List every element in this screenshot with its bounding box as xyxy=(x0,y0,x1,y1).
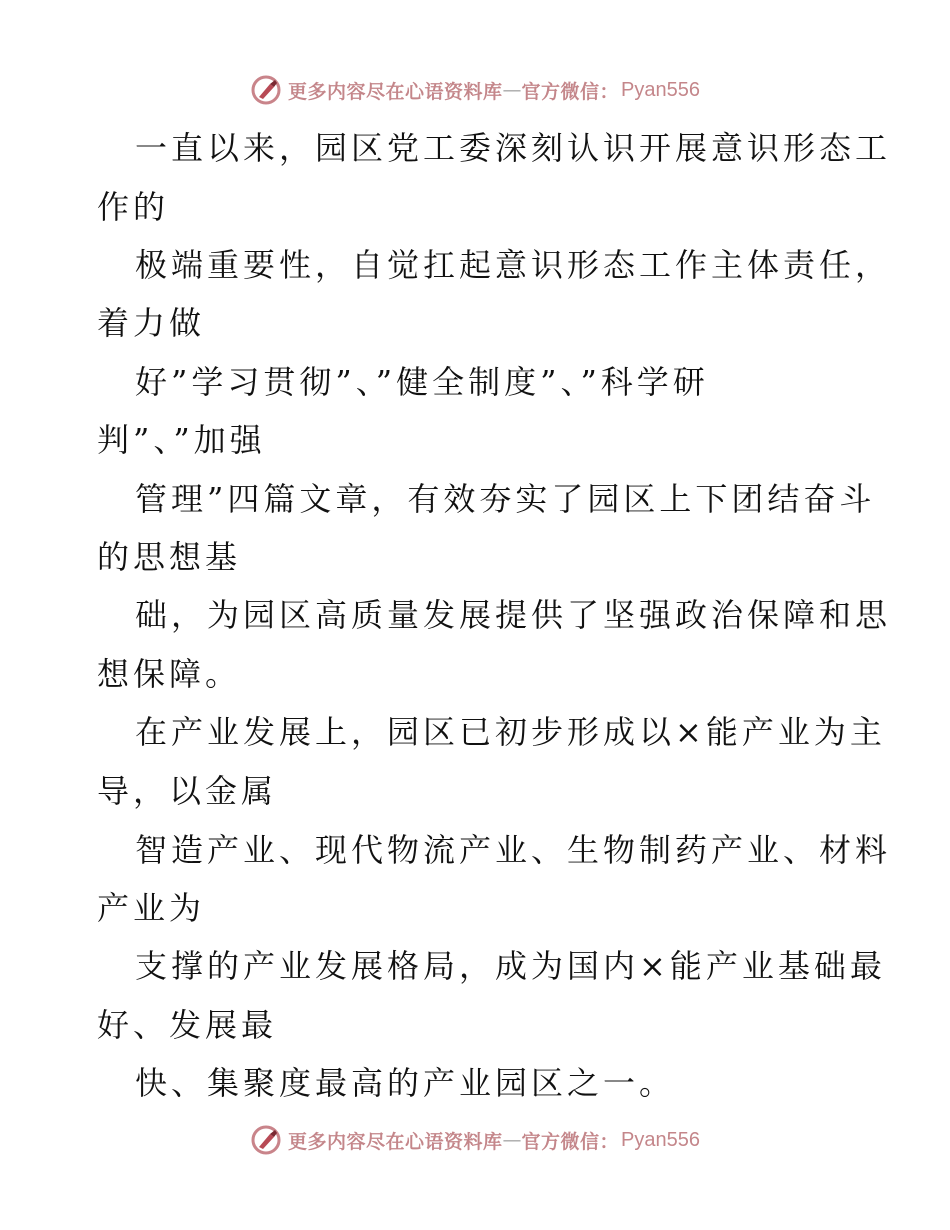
text-line: 想保障。 xyxy=(97,655,242,693)
text-line: 判”、”加强 xyxy=(97,421,266,459)
text-line: 快、集聚度最高的产业园区之一。 xyxy=(135,1064,676,1102)
watermark-text: 更多内容尽在心语资料库 xyxy=(288,1130,503,1153)
text-line: 智造产业、现代物流产业、生物制药产业、材料 xyxy=(135,831,892,869)
text-line: 导，以金属 xyxy=(97,772,278,810)
header-watermark xyxy=(0,70,950,110)
text-line: 管理”四篇文章，有效夯实了园区上下团结奋斗 xyxy=(135,480,876,518)
watermark-account: Pyan556 xyxy=(621,78,700,101)
pen-nib-logo-icon xyxy=(250,1124,282,1156)
text-line: 好”学习贯彻”、”健全制度”、”科学研 xyxy=(135,363,709,401)
text-line: 作的 xyxy=(97,188,170,226)
watermark-text: 更多内容尽在心语资料库 xyxy=(288,80,503,103)
watermark-suffix: 官方微信： xyxy=(521,1130,620,1153)
watermark-suffix: 官方微信： xyxy=(521,80,620,103)
text-line: 在产业发展上，园区已初步形成以×能产业为主 xyxy=(135,713,886,751)
text-line: 极端重要性，自觉扛起意识形态工作主体责任， xyxy=(135,246,892,284)
footer-watermark xyxy=(0,1120,950,1160)
pen-nib-logo-icon xyxy=(250,74,282,106)
watermark-account: Pyan556 xyxy=(621,1128,700,1151)
text-line: 支撑的产业发展格局，成为国内×能产业基础最 xyxy=(135,947,886,985)
text-line: 产业为 xyxy=(97,889,206,927)
watermark-separator: — xyxy=(502,79,522,101)
text-line: 一直以来，园区党工委深刻认识开展意识形态工 xyxy=(135,129,892,167)
text-line: 的思想基 xyxy=(97,538,242,576)
text-line: 着力做 xyxy=(97,304,206,342)
text-line: 好、发展最 xyxy=(97,1006,278,1044)
watermark-separator: — xyxy=(502,1129,522,1151)
text-line: 础，为园区高质量发展提供了坚强政治保障和思 xyxy=(135,596,892,634)
